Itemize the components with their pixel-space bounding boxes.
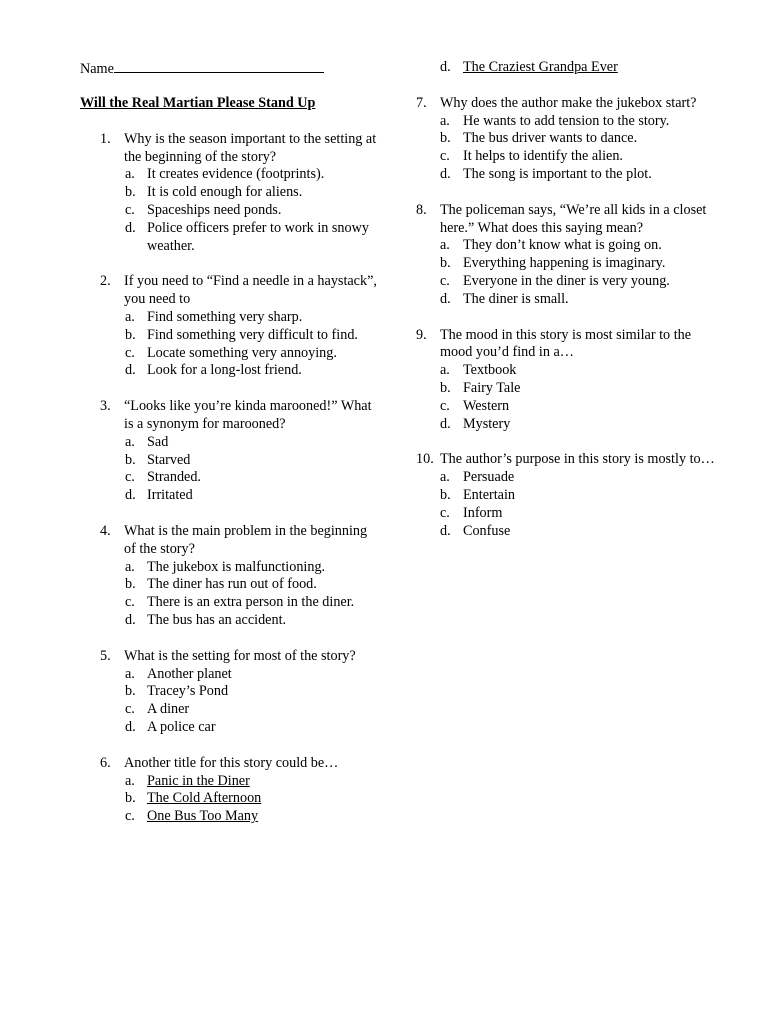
option-d[interactable]: d. Mystery [440,415,511,432]
option-a[interactable]: a. Find something very sharp. [125,308,303,325]
option-c[interactable]: c. There is an extra person in the diner. [125,594,355,611]
worksheet-title: Will the Real Martian Please Stand Up [80,95,316,111]
option-c[interactable]: c. Spaceships need ponds. [125,201,282,218]
question-text: The author’s purpose in this story is mostly to… [440,451,715,468]
option-b[interactable]: b. The bus driver wants to dance. [440,130,638,147]
option-c[interactable]: c. Stranded. [125,469,201,486]
option-c[interactable]: c. Western [440,397,510,414]
question-number: 9. [416,326,427,343]
option-c[interactable]: c. A diner [125,701,190,718]
question-number: 5. [100,647,111,664]
option-d[interactable]: d. The bus has an accident. [125,611,287,628]
question-text: “Looks like you’re kinda marooned!” What is a synonym for marooned? [124,398,372,432]
option-b[interactable]: b. Entertain [440,486,515,503]
option-a[interactable]: a. It creates evidence (footprints). [125,166,325,183]
option-c[interactable]: c. Locate something very annoying. [125,344,337,361]
option-a[interactable]: a. They don’t know what is going on. [440,237,662,254]
option-a[interactable]: a. Sad [125,433,169,450]
question-text: The mood in this story is most similar to the mood you’d find in a… [440,326,692,361]
option-d[interactable]: d. Look for a long-lost friend. [125,362,302,379]
option-d[interactable]: d. The Craziest Grandpa Ever [440,59,618,75]
name-blank-line[interactable] [114,59,324,73]
option-a[interactable]: a. Panic in the Diner [125,772,250,789]
option-c[interactable]: c. It helps to identify the alien. [440,148,623,165]
option-d[interactable]: d. The diner is small. [440,290,569,307]
option-c[interactable]: c. Everyone in the diner is very young. [440,272,670,289]
option-c[interactable]: c. One Bus Too Many [125,808,259,825]
option-a[interactable]: a. The jukebox is malfunctioning. [125,558,326,575]
question-text: Another title for this story could be… [124,754,339,771]
option-a[interactable]: a. He wants to add tension to the story. [440,112,670,129]
option-a[interactable]: a. Persuade [440,469,515,486]
question-text: Why does the author make the jukebox start? [440,94,697,111]
question-text: The policeman says, “We’re all kids in a closet here.” What does this saying mean? [440,201,707,236]
question-5 [80,648,380,737]
question-text: What is the setting for most of the story? [124,647,356,664]
question-7 [416,95,716,184]
option-d[interactable]: d. Irritated [125,487,193,504]
question-number: 8. [416,201,427,218]
question-10 [416,451,716,540]
question-6 [80,755,380,826]
option-b[interactable]: b. The Cold Afternoon [125,790,262,807]
question-9 [416,327,716,434]
option-b[interactable]: b. Find something very difficult to find. [125,326,358,343]
question-2 [80,273,380,380]
option-b[interactable]: b. Starved [125,451,191,468]
question-8 [416,202,716,309]
option-c[interactable]: c. Inform [440,504,503,521]
question-number: 2. [100,273,111,290]
name-label: Name [80,61,114,77]
option-b[interactable]: b. Fairy Tale [440,379,521,396]
name-field[interactable] [80,59,380,77]
option-d[interactable]: d. Confuse [440,522,511,539]
question-number: 1. [100,130,111,147]
question-number: 3. [100,398,111,415]
option-b[interactable]: b. The diner has run out of food. [125,576,317,593]
question-text: What is the main problem in the beginning of the story? [124,522,368,557]
left-column [80,59,380,844]
question-4 [80,523,380,630]
option-a[interactable]: a. Textbook [440,362,517,379]
option-a[interactable]: a. Another planet [125,665,232,682]
option-b[interactable]: b. Tracey’s Pond [125,683,229,700]
question-number: 6. [100,754,111,771]
option-b[interactable]: b. Everything happening is imaginary. [440,255,666,272]
question-number: 4. [100,522,111,539]
question-number: 10. [416,451,434,468]
question-1 [80,131,380,256]
question-3 [80,398,380,505]
right-column [416,59,716,558]
option-d[interactable]: d. A police car [125,718,216,735]
question-6-continued [416,59,716,77]
question-number: 7. [416,94,427,111]
option-d[interactable]: d. The song is important to the plot. [440,165,652,182]
option-d[interactable]: d. Police officers prefer to work in snowy weather. [125,219,369,254]
question-text: Why is the season important to the setting at the beginning of the story? [124,130,377,165]
option-b[interactable]: b. It is cold enough for aliens. [125,184,303,201]
question-text: If you need to “Find a needle in a haystack”, you need to [124,273,377,308]
